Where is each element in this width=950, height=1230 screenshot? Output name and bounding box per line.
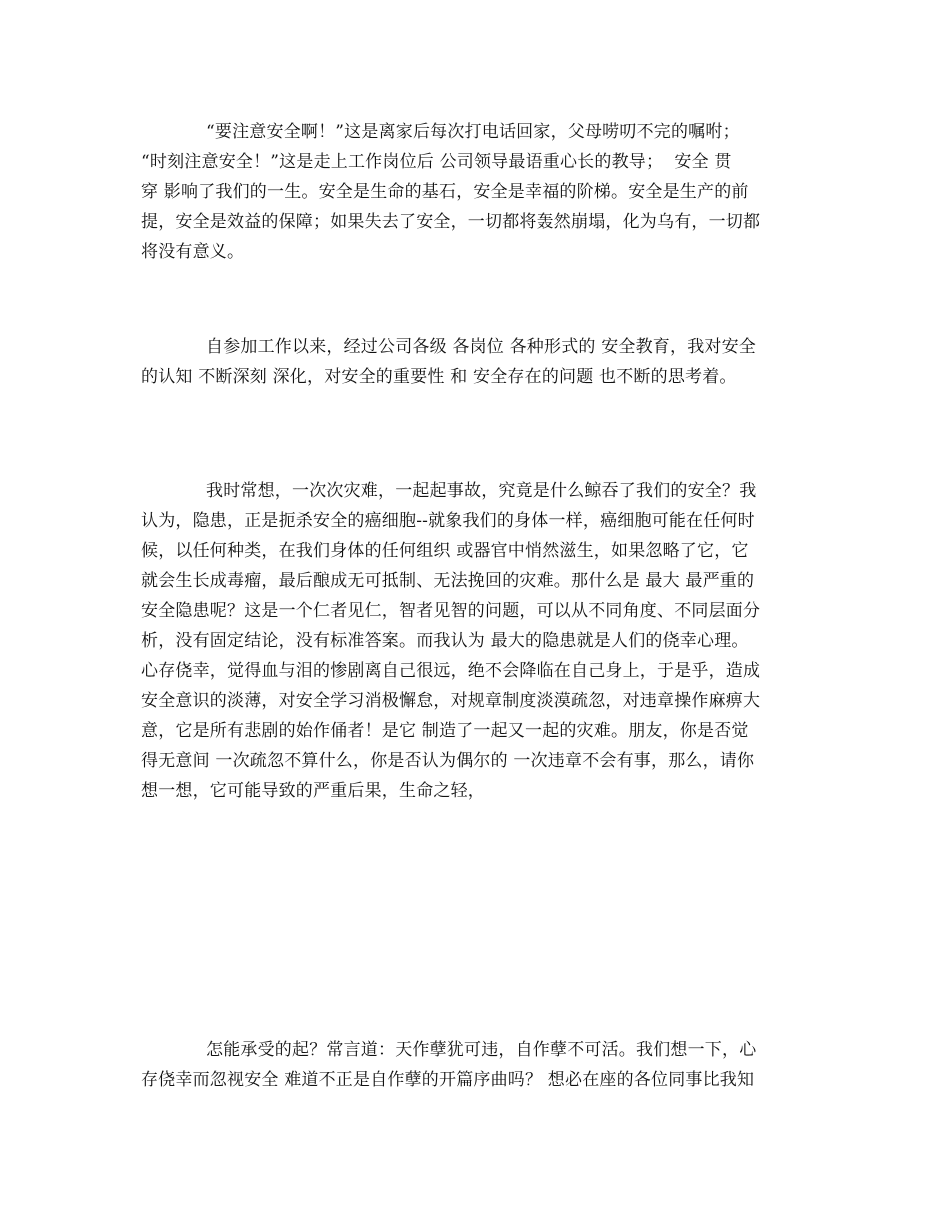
text-line: 想一想，它可能导致的严重后果，生命之轻，: [141, 781, 485, 801]
text-line: 穿 影响了我们的一生。安全是生命的基石，安全是幸福的阶梯。安全是生产的前: [141, 182, 749, 202]
text-line: 我时常想，一次次灾难，一起起事故，究竟是什么鲸吞了我们的安全？我: [206, 481, 757, 501]
text-line: 的认知 不断深刻 深化，对安全的重要性 和 安全存在的问题 也不断的思考着。: [141, 367, 737, 387]
text-line: 安全意识的淡薄，对安全学习消极懈怠，对规章制度淡漠疏忽，对违章操作麻痹大: [141, 691, 761, 711]
text-line: 将没有意义。: [141, 242, 245, 262]
paragraph-self-inflicted: [141, 1035, 813, 1095]
text-line: “要注意安全啊！”这是离家后每次打电话回家，父母唠叨不完的嘱咐；: [206, 122, 740, 142]
text-line: 心存侥幸，觉得血与泪的惨剧离自己很远，绝不会降临在自己身上，于是乎，造成: [141, 661, 761, 681]
text-line: 就会生长成毒瘤，最后酿成无可抵制、无法挽回的灾难。那什么是 最大 最严重的: [141, 571, 755, 591]
text-line: 存侥幸而忽视安全 难道不正是自作孽的开篇序曲吗？ 想必在座的各位同事比我知: [141, 1070, 755, 1090]
paragraph-safety-education: [141, 332, 813, 392]
text-line: 得无意间 一次疏忽不算什么，你是否认为偶尔的 一次违章不会有事，那么，请你: [141, 751, 755, 771]
text-line: 提，安全是效益的保障；如果失去了安全，一切都将轰然崩塌，化为乌有，一切都: [141, 212, 761, 232]
paragraph-hidden-dangers: [141, 476, 813, 806]
text-line: 自参加工作以来，经过公司各级 各岗位 各种形式的 安全教育，我对安全: [206, 337, 757, 357]
paragraph-parental-reminders: [141, 117, 813, 267]
text-line: 怎能承受的起？常言道：天作孽犹可违，自作孽不可活。我们想一下，心: [206, 1040, 757, 1060]
text-line: 析，没有固定结论，没有标准答案。而我认为 最大的隐患就是人们的侥幸心理。: [141, 631, 749, 651]
text-line: 意，它是所有悲剧的始作俑者！是它 制造了一起又一起的灾难。朋友，你是否觉: [141, 721, 749, 741]
text-line: 候，以任何种类，在我们身体的任何组织 或器官中悄然滋生，如果忽略了它，它: [141, 541, 749, 561]
text-line: 安全隐患呢？这是一个仁者见仁，智者见智的问题，可以从不同角度、不同层面分: [141, 601, 761, 621]
text-line: 认为，隐患，正是扼杀安全的癌细胞--就象我们的身体一样，癌细胞可能在任何时: [141, 511, 755, 531]
text-line: “时刻注意安全！”这是走上工作岗位后 公司领导最语重心长的教导； 安全 贯: [141, 152, 732, 172]
